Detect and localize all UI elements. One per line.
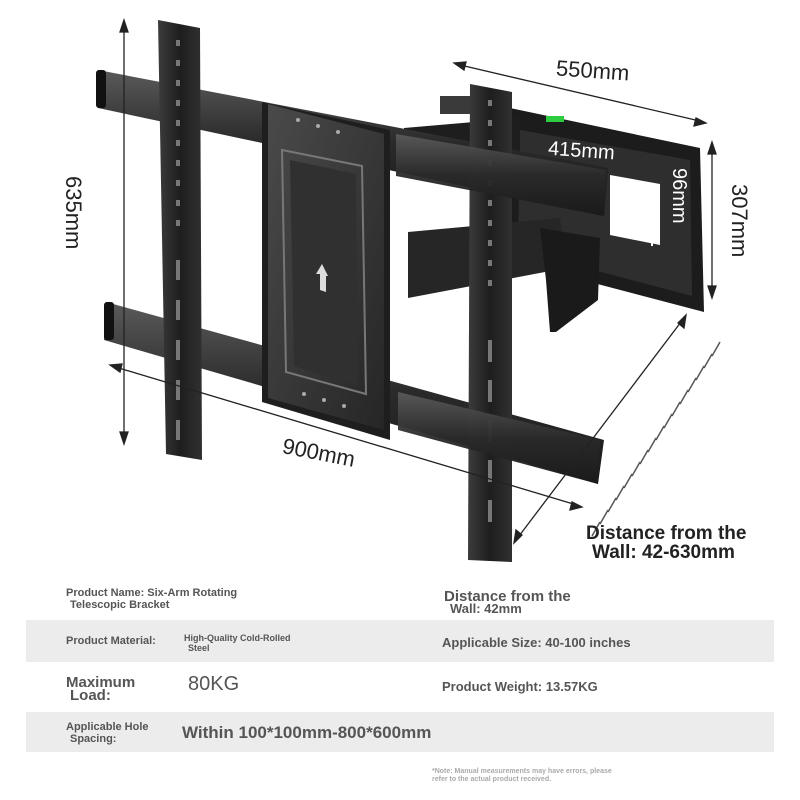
measurement-note — [432, 768, 692, 784]
dim-arm-height: 307mm — [727, 184, 752, 258]
hole-spacing-label-line1: Applicable Hole — [66, 721, 149, 733]
spec-row-holes — [26, 712, 774, 752]
dim-plate-height: 96mm — [668, 168, 690, 224]
vertical-rail-left — [158, 20, 202, 460]
spec-row-load — [26, 662, 774, 712]
dim-arm-width: 550mm — [555, 55, 631, 86]
hole-spacing-label-line2: Spacing: — [70, 733, 117, 745]
product-name-label: Product Name: Six-Arm Rotating — [66, 587, 238, 599]
wall-distance-line1: Distance from the — [586, 523, 747, 544]
product-name-cont: Telescopic Bracket — [70, 599, 170, 611]
wall-distance-callout — [586, 524, 800, 562]
spec-table — [26, 578, 774, 752]
max-load-value: 80KG — [188, 673, 240, 695]
spec-row-name — [26, 578, 774, 620]
product-weight: Product Weight: 13.57KG — [442, 679, 598, 694]
wall-distance-line2: Wall: 42-630mm — [592, 542, 735, 563]
note-line1: *Note: Manual measurements may have errors, please — [432, 768, 612, 775]
center-plate — [262, 102, 390, 440]
hole-spacing-value: Within 100*100mm-800*600mm — [182, 723, 432, 742]
material-value-line2: Steel — [188, 643, 210, 653]
wall-distance-spec-line1: Distance from the — [444, 588, 571, 605]
applicable-size: Applicable Size: 40-100 inches — [442, 635, 631, 650]
dim-plate-width: 415mm — [547, 137, 616, 165]
max-load-label-line2: Load: — [70, 687, 111, 704]
note-line2: refer to the actual product received. — [432, 776, 552, 783]
dim-height: 635mm — [61, 176, 86, 250]
max-load-label-line1: Maximum — [66, 674, 136, 691]
wall-distance-spec-line2: Wall: 42mm — [450, 601, 522, 616]
wall-hatching — [592, 342, 720, 536]
dim-total-width: 900mm — [280, 433, 358, 472]
spec-row-material — [26, 620, 774, 662]
level-indicator — [546, 116, 564, 122]
material-value-line1: High-Quality Cold-Rolled — [184, 633, 291, 643]
material-label: Product Material: — [66, 635, 156, 647]
